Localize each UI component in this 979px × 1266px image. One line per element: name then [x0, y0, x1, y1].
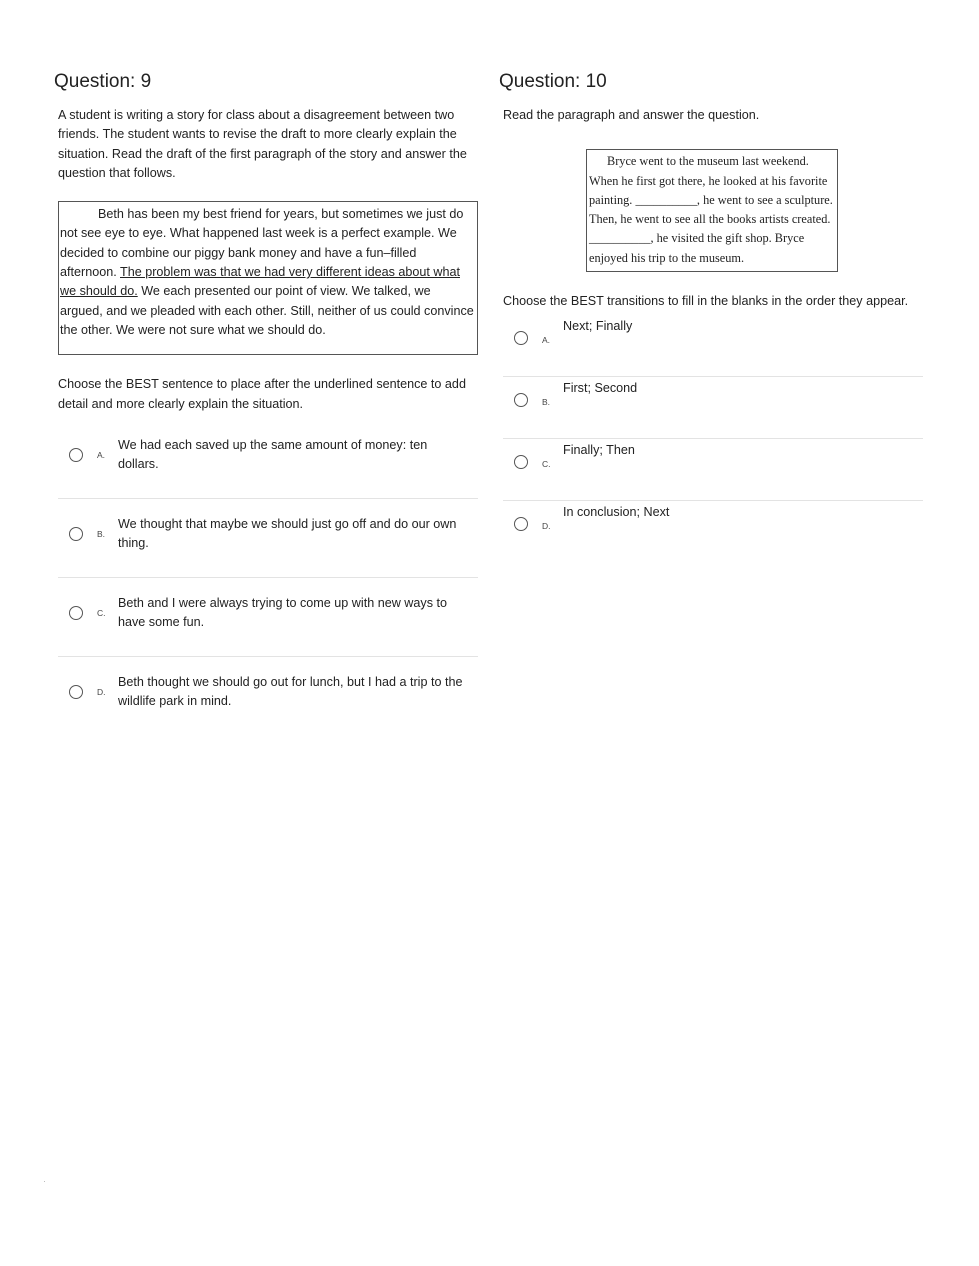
passage-underlined-sentence: The problem was that we had very different ideas about what we should do. — [60, 265, 460, 299]
option-text: We thought that maybe we should just go off and do our own thing. — [118, 516, 457, 550]
option-text: We had each saved up the same amount of money: ten dollars. — [118, 437, 428, 471]
answer-option-b[interactable] — [58, 499, 478, 578]
question-9-passage — [58, 201, 478, 355]
answer-option-a[interactable] — [503, 315, 923, 377]
question-9-title: Question: 9 — [54, 71, 152, 92]
radio-button[interactable] — [69, 448, 83, 462]
option-letter: C. — [542, 459, 551, 470]
radio-button[interactable] — [514, 331, 528, 345]
option-letter: D. — [542, 521, 551, 532]
option-letter: A. — [542, 335, 551, 346]
passage-text: Bryce went to the museum last weekend. When he first got there, he looked at his favorite painting. __________, he went to see a sculpture. Then, he went to see all the books artists created. __________, he visited the gift shop. Bryce enjoyed his trip to the museum. — [589, 154, 833, 265]
question-10-options — [503, 315, 923, 562]
option-letter: D. — [97, 686, 106, 697]
option-letter: C. — [97, 607, 106, 618]
option-letter: B. — [97, 528, 106, 539]
question-9-prompt: A student is writing a story for class about a disagreement between two friends. The student wants to revise the draft to more clearly explain the situation. Read the draft of the first paragraph of the story and answer the question that follows. — [58, 108, 467, 180]
option-text: Beth and I were always trying to come up with new ways to have some fun. — [118, 595, 447, 629]
answer-option-c[interactable] — [58, 578, 478, 657]
question-10 — [499, 68, 923, 562]
question-9-options — [58, 420, 478, 735]
answer-option-b[interactable] — [503, 377, 923, 439]
option-text: First; Second — [563, 381, 638, 396]
passage-text-before: Beth has been my best friend for years, but sometimes we just do not see eye to eye. What happened last week is a perfect example. We decided to combine our piggy bank money and have a fun–filled afternoon. — [60, 207, 464, 280]
question-9-stem: Choose the BEST sentence to place after the underlined sentence to add detail and more clearly explain the situation. — [58, 377, 466, 411]
passage-text-after: We each presented our point of view. We talked, we argued, and we pleaded with each other. Still, neither of us could convince the other. We were not sure what we should do. — [60, 284, 474, 337]
question-10-title: Question: 10 — [499, 71, 607, 92]
option-text: In conclusion; Next — [563, 505, 670, 520]
radio-button[interactable] — [514, 517, 528, 531]
radio-button[interactable] — [69, 527, 83, 541]
page-speck — [44, 1181, 45, 1182]
question-10-prompt: Read the paragraph and answer the question. — [503, 108, 760, 122]
answer-option-c[interactable] — [503, 439, 923, 501]
option-text: Finally; Then — [563, 443, 635, 458]
question-10-passage — [586, 149, 838, 272]
radio-button[interactable] — [69, 685, 83, 699]
answer-option-a[interactable] — [58, 420, 478, 499]
radio-button[interactable] — [514, 393, 528, 407]
answer-option-d[interactable] — [58, 657, 478, 735]
radio-button[interactable] — [514, 455, 528, 469]
option-text: Next; Finally — [563, 319, 633, 334]
question-10-stem: Choose the BEST transitions to fill in the blanks in the order they appear. — [503, 294, 909, 309]
option-letter: B. — [542, 397, 551, 408]
option-text: Beth thought we should go out for lunch, but I had a trip to the wildlife park in mind. — [118, 674, 463, 708]
option-letter: A. — [97, 449, 106, 460]
question-9 — [54, 68, 478, 735]
radio-button[interactable] — [69, 606, 83, 620]
answer-option-d[interactable] — [503, 501, 923, 562]
